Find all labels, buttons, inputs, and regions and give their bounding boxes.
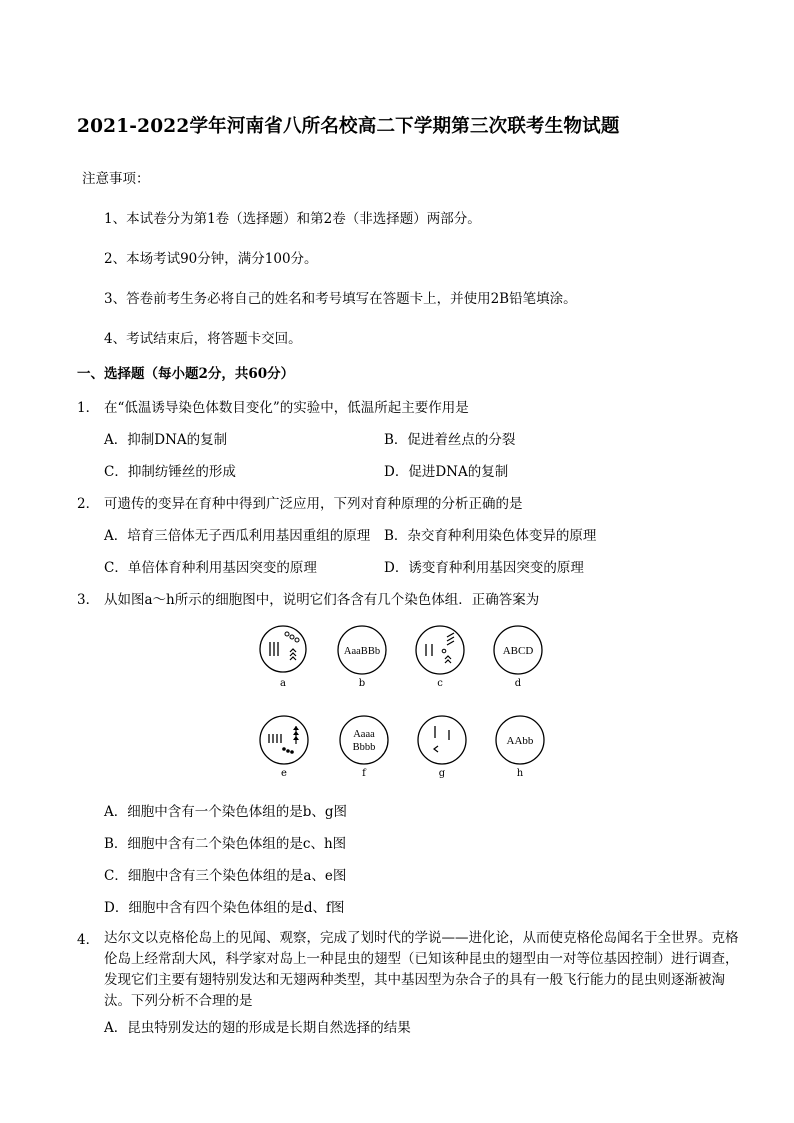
option-b[interactable]: B．杂交育种利用染色体变异的原理 xyxy=(384,528,597,544)
cell-label: b xyxy=(358,678,366,689)
option-c[interactable]: C．单倍体育种利用基因突变的原理 xyxy=(104,560,317,576)
cell-content-line1: Aaaa xyxy=(353,729,375,740)
option-c[interactable]: C．细胞中含有三个染色体组的是a、e图 xyxy=(104,868,347,884)
cell-diagram-g xyxy=(416,714,468,766)
option-d[interactable]: D．诱变育种利用基因突变的原理 xyxy=(384,560,584,576)
option-d[interactable]: D．促进DNA的复制 xyxy=(384,464,509,480)
cell-label: d xyxy=(514,678,522,689)
notice-item: 1、本试卷分为第1卷（选择题）和第2卷（非选择题）两部分。 xyxy=(104,211,481,227)
section-heading: 一、选择题（每小题2分，共60分） xyxy=(77,366,295,382)
option-b[interactable]: B．细胞中含有二个染色体组的是c、h图 xyxy=(104,836,347,852)
question-number: 4． xyxy=(77,932,100,948)
cell-label: g xyxy=(438,768,446,779)
question-text: 从如图a～h所示的细胞图中，说明它们各含有几个染色体组．正确答案为 xyxy=(104,592,540,608)
page-title: 2021-2022学年河南省八所名校高二下学期第三次联考生物试题 xyxy=(77,116,620,137)
question-text: 达尔文以克格伦岛上的见闻、观察，完成了划时代的学说——进化论，从而使克格伦岛闻名于全世界。克格伦岛上经常刮大风，科学家对岛上一种昆虫的翅型（已知该种昆虫的翅型由一对等位基因控制）进行调查，发现它们主要有翅特别发达和无翅两种类型，其中基因型为杂合子的具有一般飞行能力的昆虫则逐渐被淘汰。下列分析不合理的是 xyxy=(104,930,739,1009)
question-number: 3． xyxy=(77,592,100,608)
option-a[interactable]: A．细胞中含有一个染色体组的是b、g图 xyxy=(104,804,348,820)
cell-label: f xyxy=(362,768,366,779)
question-number: 2． xyxy=(77,496,100,512)
cell-label: c xyxy=(437,678,443,689)
option-c[interactable]: C．抑制纺锤丝的形成 xyxy=(104,464,236,480)
cell-diagram-h xyxy=(494,714,546,766)
cell-label: h xyxy=(516,768,524,779)
cell-diagram-d xyxy=(492,624,544,676)
option-d[interactable]: D．细胞中含有四个染色体组的是d、f图 xyxy=(104,900,345,916)
cell-diagram-c xyxy=(414,624,466,676)
cell-content: ABCD xyxy=(502,645,534,657)
option-a[interactable]: A．培育三倍体无子西瓜利用基因重组的原理 xyxy=(104,528,371,544)
cell-content: AAbb xyxy=(506,735,534,747)
cell-label: e xyxy=(281,768,287,779)
option-b[interactable]: B．促进着丝点的分裂 xyxy=(384,432,516,448)
notice-item: 3、答卷前考生务必将自己的姓名和考号填写在答题卡上，并使用2B铅笔填涂。 xyxy=(104,291,577,307)
cell-label: a xyxy=(280,678,286,689)
cell-content-line2: Bbbb xyxy=(352,742,376,753)
cell-diagram-f xyxy=(338,714,390,766)
cell-diagram-b xyxy=(336,624,388,676)
cell-diagram-e xyxy=(258,714,310,766)
question-number: 1． xyxy=(77,400,100,416)
option-a[interactable]: A．昆虫特别发达的翅的形成是长期自然选择的结果 xyxy=(104,1020,411,1036)
notice-heading: 注意事项： xyxy=(82,171,150,187)
cell-content: AaaBBb xyxy=(343,646,381,657)
option-a[interactable]: A．抑制DNA的复制 xyxy=(104,432,228,448)
notice-item: 4、考试结束后，将答题卡交回。 xyxy=(104,331,302,347)
question-text: 可遗传的变异在育种中得到广泛应用，下列对育种原理的分析正确的是 xyxy=(104,496,523,512)
cell-diagram-a xyxy=(258,624,308,674)
question-text: 在“低温诱导染色体数目变化”的实验中，低温所起主要作用是 xyxy=(104,400,469,416)
notice-item: 2、本场考试90分钟，满分100分。 xyxy=(104,251,318,267)
